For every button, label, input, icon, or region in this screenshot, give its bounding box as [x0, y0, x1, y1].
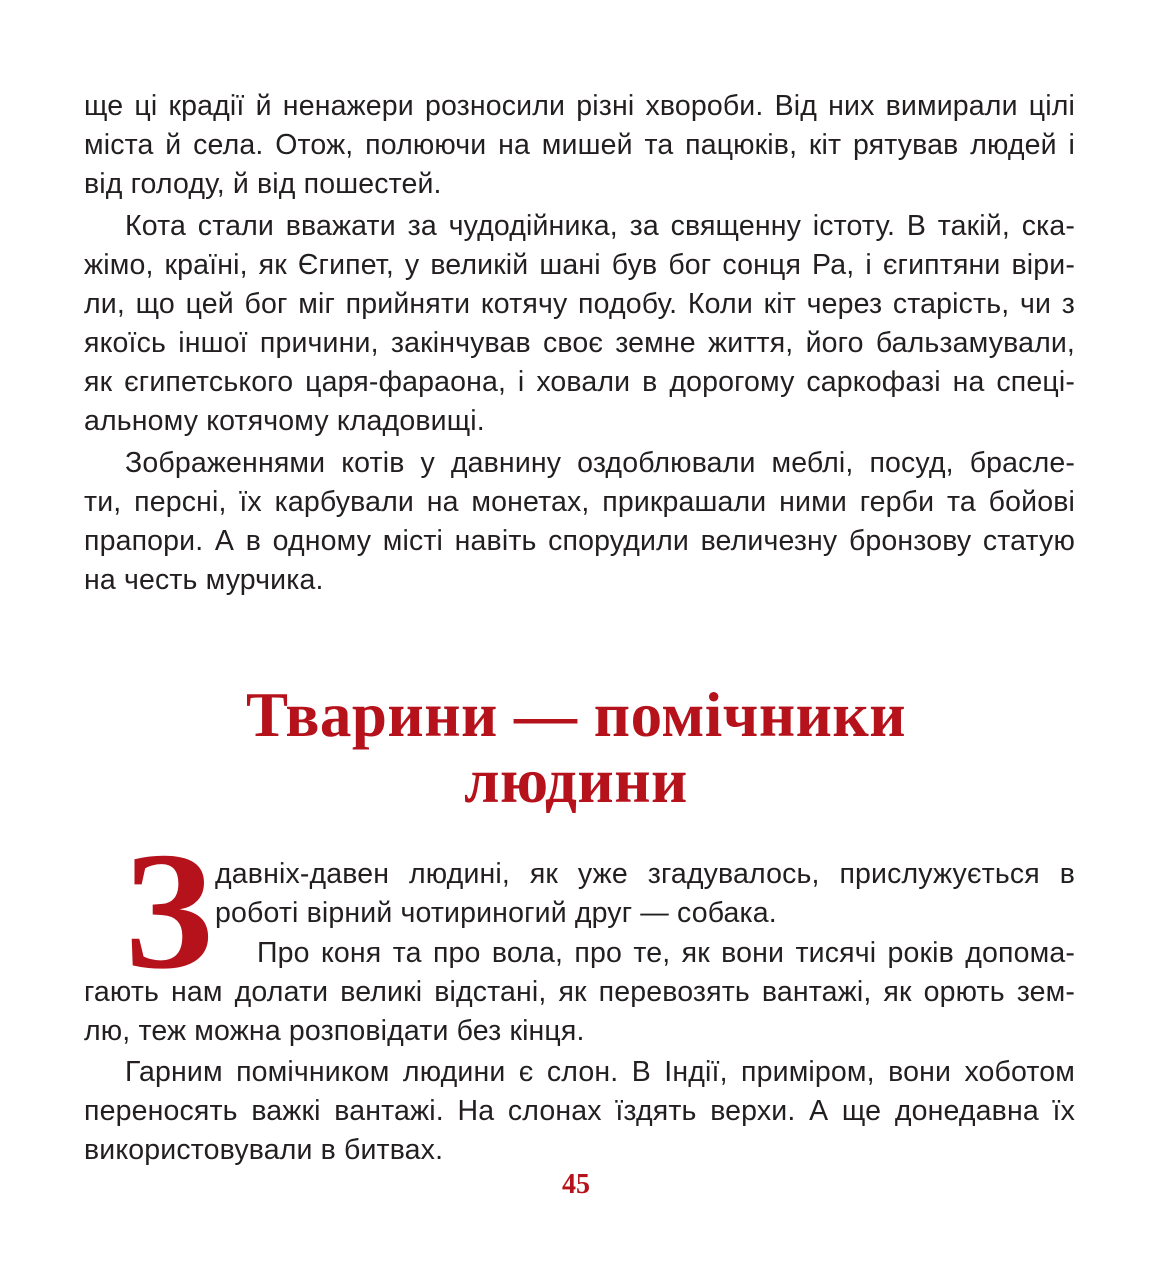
text-line: на честь мурчика.	[84, 564, 324, 596]
text-line: Зображеннями котів у давнину оздоблювали меблі, посуд, брасле-	[125, 447, 1075, 479]
text-line: Гарним помічником людини є слон. В Індії, приміром, вони хоботом	[125, 1056, 1075, 1088]
text-line: переносять важкі вантажі. На слонах їздять верхи. А ще донедавна їх	[84, 1095, 1075, 1127]
drop-cap: З	[124, 818, 213, 1004]
page-number: 45	[562, 1169, 590, 1200]
text-line: ли, що цей бог міг прийняти котячу подобу. Коли кіт через старість, чи з	[84, 288, 1075, 320]
text-line: якоїсь іншої причини, закінчував своє земне життя, його бальзамували,	[84, 327, 1075, 359]
text-line: альному котячому кладовищі.	[84, 405, 485, 437]
text-line: використовували в битвах.	[84, 1134, 444, 1166]
text-line: ти, персні, їх карбували на монетах, прикрашали ними герби та бойові	[84, 486, 1075, 518]
text-line: жімо, країні, як Єгипет, у великій шані був бог сонця Ра, і єгиптяни віри-	[84, 249, 1075, 281]
text-line: гають нам долати великі відстані, як перевозять вантажі, як орють зем-	[84, 976, 1075, 1008]
text-line: як єгипетського царя-фараона, і ховали в дорогому саркофазі на спеці-	[84, 366, 1075, 398]
section-title-line-2: людини	[464, 746, 688, 816]
text-line: прапори. А в одному місті навіть спорудили величезну бронзову статую	[84, 525, 1075, 557]
text-line: роботі вірний чотириногий друг — собака.	[215, 897, 777, 929]
text-line: ще ці крадії й ненажери розносили різні хвороби. Від них вимирали цілі	[84, 90, 1075, 122]
text-line: Про коня та про вола, про те, як вони тисячі років допома-	[257, 937, 1075, 969]
section-title-line-1: Тварини — помічники	[245, 680, 907, 750]
text-line: Кота стали вважати за чудодійника, за священну істоту. В такій, ска-	[125, 210, 1075, 242]
text-line: від голоду, й від пошестей.	[84, 168, 442, 200]
text-line: міста й села. Отож, полюючи на мишей та пацюків, кіт рятував людей і	[84, 129, 1075, 161]
text-line: лю, теж можна розповідати без кінця.	[84, 1015, 585, 1047]
text-line: давніх-давен людині, як уже згадувалось, прислужується в	[215, 858, 1075, 890]
